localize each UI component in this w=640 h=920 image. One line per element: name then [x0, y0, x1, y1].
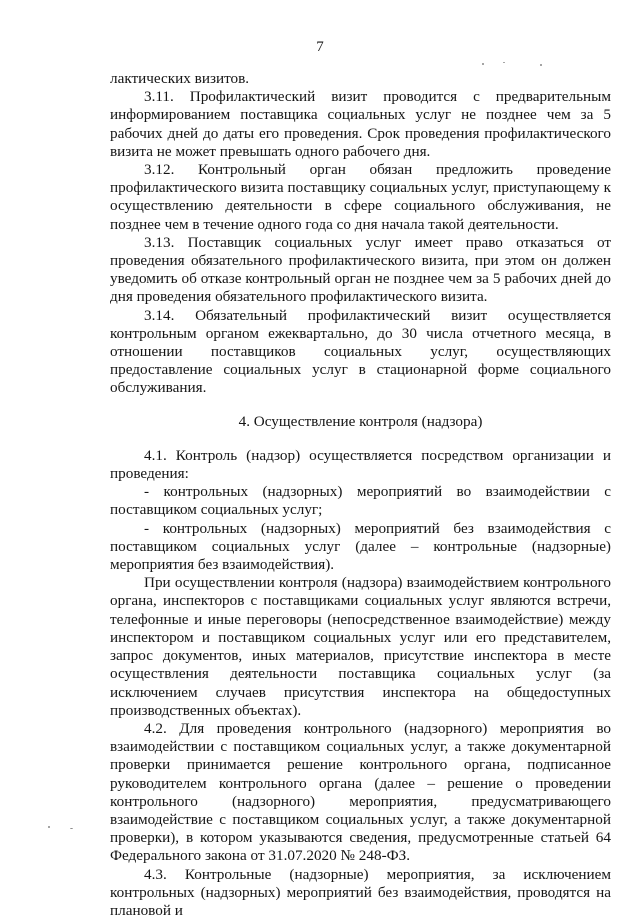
- scan-speck: [482, 63, 484, 65]
- paragraph-continuation: лактических визитов.: [110, 70, 250, 87]
- paragraph-4-1: 4.1. Контроль (надзор) осуществляется посредством организации и проведения:: [110, 446, 611, 483]
- document-body: [110, 70, 611, 920]
- paragraph-interaction: При осуществлении контроля (надзора) взаимодействием контрольного органа, инспекторов с поставщиками социальных услуг являются встречи, телефонные и иные переговоры (непосредственное взаимодействие) между инспектором и поставщиком социальных услуг или его представителем, запрос документов, иных материалов, присутствие инспектора в месте осуществления деятельности поставщика социальных услуг (за исключением случаев присутствия инспектора на общедоступных производственных объектах).: [110, 574, 611, 719]
- scan-speck: [48, 826, 50, 828]
- scan-speck: [540, 64, 542, 66]
- paragraph-3-11: 3.11. Профилактический визит проводится с предварительным информированием поставщика социальных услуг не позднее чем за 5 рабочих дней до даты его проведения. Срок проведения профилактического визита не может превышать одного рабочего дня.: [110, 88, 611, 160]
- list-item: - контрольных (надзорных) мероприятий без взаимодействия с поставщиком социальных услуг (далее – контрольные (надзорные) мероприятия без взаимодействия).: [110, 519, 611, 574]
- paragraph-3-13: 3.13. Поставщик социальных услуг имеет право отказаться от проведения обязательного профилактического визита, при этом он должен уведомить об отказе контрольный орган не позднее чем за 5 рабочих дней до дня проведения обязательного профилактического визита.: [110, 233, 611, 306]
- paragraph-4-3: 4.3. Контрольные (надзорные) мероприятия, за исключением контрольных (надзорных) мероприятий без взаимодействия, проводятся на плановой и: [110, 865, 611, 919]
- paragraph-4-2: 4.2. Для проведения контрольного (надзорного) мероприятия во взаимодействии с поставщиком социальных услуг, а также документарной проверки принимается решение контрольного органа, подписанное руководителем контрольного органа (далее – решение о проведении контрольного (надзорного) мероприятия, предусматривающего взаимодействие с поставщиком социальных услуг, а также документарной проверки), в котором указываются сведения, предусмотренные статьей 64 Федерального закона от 31.07.2020 № 248-ФЗ.: [110, 719, 611, 865]
- section-heading: 4. Осуществление контроля (надзора): [238, 412, 483, 430]
- paragraph-3-14: 3.14. Обязательный профилактический визит осуществляется контрольным органом ежеквартально, до 30 числа отчетного месяца, в отношении поставщиков социальных услуг, осуществляющих предоставление социальных услуг в стационарной форме социального обслуживания.: [110, 306, 611, 397]
- paragraph-3-12: 3.12. Контрольный орган обязан предложить проведение профилактического визита поставщику социальных услуг, приступающему к осуществлению деятельности в сфере социального обслуживания, не позднее чем в течение одного года со дня начала такой деятельности.: [110, 161, 611, 233]
- scan-speck: [503, 62, 505, 63]
- scan-speck: [70, 828, 73, 829]
- list-item: - контрольных (надзорных) мероприятий во взаимодействии с поставщиком социальных услуг;: [110, 483, 611, 519]
- page-number: 7: [316, 39, 324, 55]
